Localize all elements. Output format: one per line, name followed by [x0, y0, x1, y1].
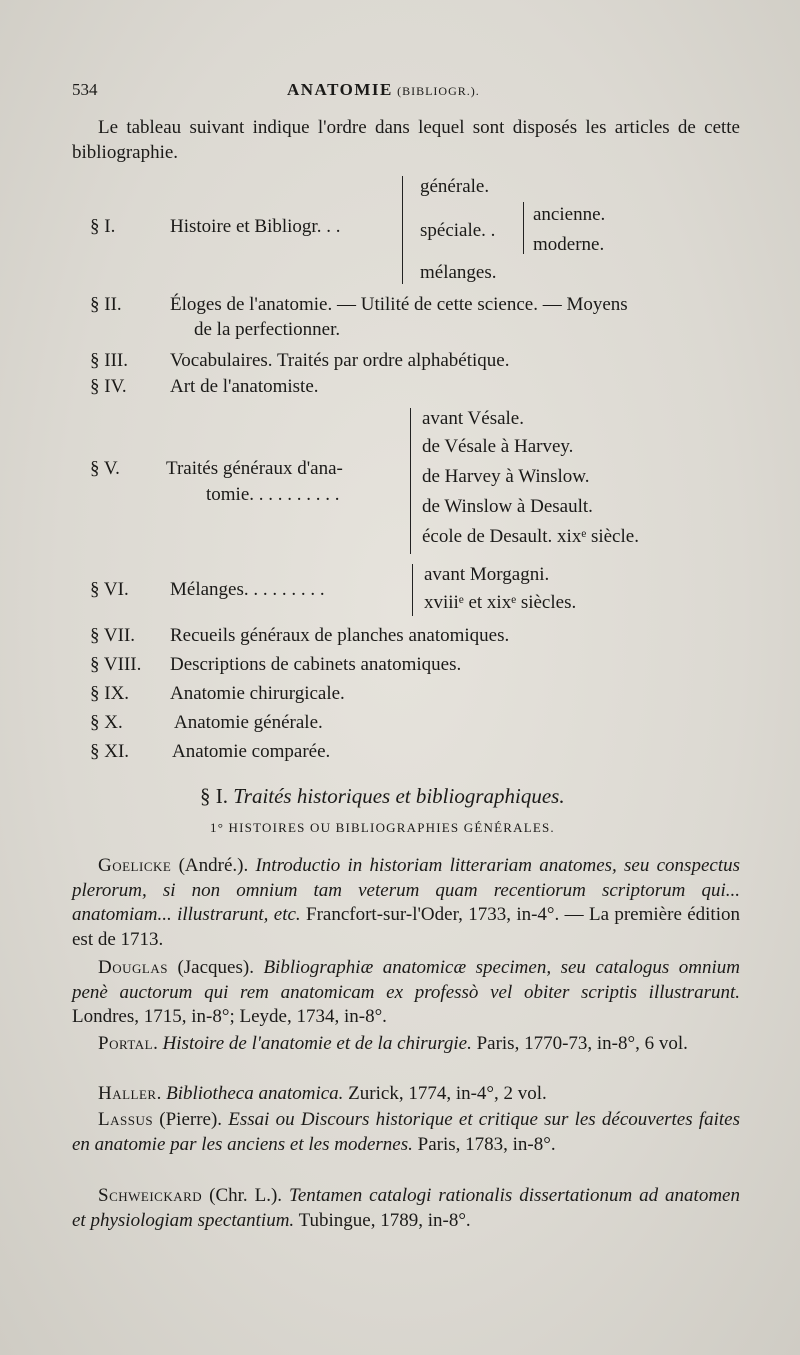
- bib-entry: [72, 854, 740, 952]
- subheading: 1° HISTOIRES OU BIBLIOGRAPHIES GÉNÉRALES.: [210, 820, 555, 835]
- toc-s8-label: Descriptions de cabinets anatomiques.: [170, 654, 462, 675]
- section-heading-number: § I.: [200, 784, 228, 808]
- toc-s2-line-2: de la perfectionner.: [194, 319, 341, 340]
- toc-s1-sub-2: moderne.: [533, 234, 605, 255]
- toc-s6-label: Mélanges. . . . . . . . .: [170, 579, 325, 600]
- toc-s2-number: § II.: [90, 294, 122, 315]
- toc-s4-number: § IV.: [90, 376, 127, 397]
- toc-s7-number: § VII.: [90, 625, 136, 646]
- toc-s5-item-1: avant Vésale.: [422, 408, 524, 429]
- bib-entry: [72, 1082, 740, 1107]
- running-subtitle: (BIBLIOGR.).: [397, 84, 480, 98]
- entry-title: Histoire de l'anatomie et de la chirurgie.: [162, 1033, 472, 1054]
- toc-s1-item-2: spéciale. .: [420, 220, 496, 241]
- toc-s8-number: § VIII.: [90, 654, 142, 675]
- entry-author: Portal: [98, 1033, 154, 1054]
- bib-entry: [72, 1184, 740, 1233]
- toc-s6-item-1: avant Morgagni.: [424, 564, 550, 585]
- entry-author-detail: (Chr. L.).: [202, 1185, 289, 1206]
- entry-author-detail: .: [156, 1083, 167, 1104]
- toc-s1-sub-brace: [523, 202, 524, 254]
- entry-imprint: Paris, 1783, in-8°.: [412, 1133, 556, 1155]
- intro-text: Le tableau suivant indique l'ordre dans lequel sont disposés les articles de cette bibliographie.: [72, 117, 740, 163]
- entry-author-detail: (Pierre).: [153, 1109, 229, 1130]
- entry-imprint: Tubingue, 1789, in-8°.: [294, 1209, 471, 1231]
- toc-s1-item-3: mélanges.: [420, 262, 497, 283]
- toc-s11-label: Anatomie comparée.: [172, 741, 331, 762]
- toc-s1-item-1: générale.: [420, 176, 490, 197]
- bib-entry: [72, 956, 740, 1030]
- toc-s10-label: Anatomie générale.: [174, 712, 323, 733]
- section-heading: [200, 784, 565, 809]
- intro-paragraph: [72, 116, 740, 165]
- toc-s4-label: Art de l'anatomiste.: [170, 376, 319, 397]
- bib-entry: [72, 1032, 740, 1057]
- toc-s9-number: § IX.: [90, 683, 130, 704]
- toc-s5-item-4: de Winslow à Desault.: [422, 496, 593, 517]
- toc-s3-number: § III.: [90, 350, 128, 371]
- entry-imprint: Paris, 1770-73, in-8°, 6 vol.: [471, 1033, 688, 1054]
- toc-s6-number: § VI.: [90, 579, 129, 600]
- entry-author: Schweickard: [98, 1185, 203, 1206]
- entry-author: Lassus: [98, 1109, 154, 1130]
- entry-imprint: Londres, 1715, in-8°; Leyde, 1734, in-8°.: [72, 1006, 387, 1027]
- toc-s5-label-2: tomie. . . . . . . . . .: [206, 484, 340, 505]
- entry-title: Essai ou Discours historique et critique sur les découvertes faites en anatomie par les anciens et les modernes.: [72, 1109, 740, 1155]
- toc-s11-number: § XI.: [90, 741, 130, 762]
- toc-s1-brace: [402, 176, 403, 284]
- entry-author-detail: (Jacques).: [167, 957, 264, 978]
- entry-author: Haller: [98, 1083, 157, 1104]
- toc-s5-item-5: école de Desault. xixᵉ siècle.: [422, 526, 639, 547]
- running-header: [287, 80, 480, 100]
- entry-author-detail: .: [153, 1033, 163, 1054]
- toc-s10-number: § X.: [90, 712, 123, 733]
- bib-entry: [72, 1108, 740, 1157]
- toc-s5-item-2: de Vésale à Harvey.: [422, 436, 574, 457]
- entry-author-detail: (André.).: [171, 855, 256, 876]
- toc-s2-line-1: Éloges de l'anatomie. — Utilité de cette science. — Moyens: [170, 294, 628, 315]
- toc-s7-label: Recueils généraux de planches anatomiques.: [170, 625, 510, 646]
- running-title: ANATOMIE: [287, 80, 393, 99]
- toc-s6-item-2: xviiiᵉ et xixᵉ siècles.: [424, 592, 577, 613]
- toc-s5-number: § V.: [90, 458, 120, 479]
- toc-s9-label: Anatomie chirurgicale.: [170, 683, 345, 704]
- entry-imprint: Francfort-sur-l'Oder, 1733, in-4°. — La première édition est de 1713.: [72, 904, 740, 950]
- entry-author: Goelicke: [98, 855, 172, 876]
- toc-s5-item-3: de Harvey à Winslow.: [422, 466, 590, 487]
- toc-s6-brace: [412, 564, 413, 616]
- toc-s3-label: Vocabulaires. Traités par ordre alphabétique.: [170, 350, 510, 371]
- toc-s5-label-1: Traités généraux d'ana-: [166, 458, 343, 479]
- entry-author: Douglas: [98, 957, 168, 978]
- entry-imprint: Zurick, 1774, in-4°, 2 vol.: [343, 1083, 547, 1104]
- toc-s1-label: Histoire et Bibliogr. . .: [170, 216, 341, 237]
- page-number: 534: [72, 80, 98, 99]
- entry-title: Tentamen catalogi rationalis dissertationum ad anatomen et physiologiam spectantium.: [72, 1185, 740, 1231]
- entry-title: Introductio in historiam litterariam anatomes, seu conspectus plerorum, si non omnium tam veterum quam recentiorum scriptorum qui... anatomiam... illustrarunt, etc.: [72, 855, 740, 925]
- section-heading-title: Traités historiques et bibliographiques.: [233, 784, 565, 808]
- toc-s1-number: § I.: [90, 216, 116, 237]
- entry-title: Bibliographiæ anatomicæ specimen, seu catalogus omnium penè auctorum qui rem anatomicam ex professò vel obiter scriptis illustrarunt.: [72, 957, 740, 1003]
- toc-s5-brace: [410, 408, 411, 554]
- entry-title: Bibliotheca anatomica.: [166, 1083, 344, 1104]
- toc-s1-sub-1: ancienne.: [533, 204, 606, 225]
